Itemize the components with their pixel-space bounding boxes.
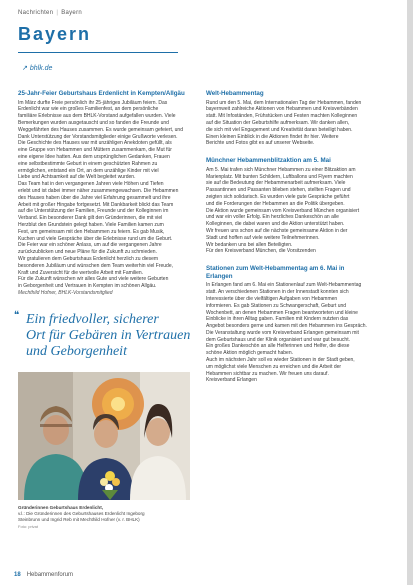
body-text-line: besonderen Jubiläum und wünschen dem Team weiterhin viel Freude, — [18, 262, 173, 269]
publication-name: Hebammenforum — [26, 572, 74, 578]
article-muenchen — [206, 157, 386, 255]
section-kicker — [18, 10, 82, 16]
body-text-line: Liebe und Achtsamkeit auf die Welt begleitet wurden. — [18, 174, 136, 181]
photo-caption — [18, 505, 196, 530]
body-text-line: Kraft und Zuversicht für die wertvolle Arbeit mit Familien. — [18, 269, 144, 276]
body-text-line: eine Gruppe von Hebammen und Müttern zusammenkam, die Mut für — [18, 147, 172, 154]
body-text-line: Angebot besonders gerne und kamen mit den Hebammen ins Gespräch. — [206, 323, 367, 330]
article-body — [18, 100, 192, 290]
kicker-subsection: Bayern — [61, 10, 82, 16]
body-text-line: Am 5. Mai trafen sich Münchner Hebammen zu einer Blitzaktion am — [206, 166, 356, 173]
quote-icon: ❝ — [14, 310, 20, 321]
body-text-line: Fest, um gemeinsam mit den Hebammen zu feiern. Es gab Musik, — [18, 228, 165, 235]
article-welt-hebammentag — [206, 90, 386, 147]
body-text-line: eine eigene Idee hatten. Aus dem ursprünglichen Gedanken, Frauen — [18, 153, 170, 160]
body-text-line: Arbeit mit großer Hingabe fortgesetzt. Mit Dankbarkeit blickt das Team — [18, 201, 174, 208]
body-text-line: Bemerkungen wurden ausgetauscht und so fanden die Freunde und — [18, 119, 169, 126]
kicker-separator: | — [56, 10, 59, 16]
website-link[interactable] — [22, 64, 52, 72]
body-text-line: Erdenlicht war wie ein großes Familienfest, an dem persönliche — [18, 106, 159, 113]
page-number: 18 — [14, 572, 21, 578]
body-text-line: zeigten sich solidarisch. Es wurden viele gute Gespräche geführt — [206, 193, 350, 200]
caption-line: v.l.: Die Gründerinnen des Geburtshauses Erdenlicht Ingeborg — [18, 511, 145, 517]
body-text-line: Wochenbett, an denen Hebammen Fragen beantworteten und kleine — [206, 309, 358, 316]
body-text-line: Kuchen und viele Gespräche über die Erlebnisse rund um die Geburt. — [18, 235, 173, 242]
body-text-line: Stadt und hoffen auf viele weitere Teilnehmerinnen. — [206, 234, 320, 241]
pull-quote — [14, 310, 196, 360]
body-text-line: Einblicke in ihren Alltag gaben. Familien mit Kindern nutzten das — [206, 316, 349, 323]
body-text-line: Berichte und Fotos gibt es auf unserer Webseite. — [206, 140, 315, 147]
article-left — [18, 90, 192, 297]
body-text-line: bayernweit zahlreiche Aktionen von Hebammen und Kreisverbänden — [206, 106, 358, 113]
caption-line: Steinbrunn und Ingrid Reb mit Mechthild Hofner (v. r. BHLK) — [18, 517, 140, 523]
body-text-line: auf die Situation der Geburtshilfe aufmerksam. Wir danken allen, — [206, 119, 350, 126]
page-edge — [407, 0, 413, 585]
body-text-line: erlebt und ist dabei immer näher zusammengewachsen. Die Hebammen — [18, 187, 179, 194]
body-text-line: Das Team hat in den vergangenen Jahren viele Höhen und Tiefen — [18, 181, 164, 188]
body-text-line: Marienplatz. Mit bunten Schildern, Luftballons und Flyern machten — [206, 173, 353, 180]
article-erlangen — [206, 265, 386, 384]
body-text-line: Für den Kreisverband München, die Vorsitzenden — [206, 248, 316, 255]
body-text-line: ermöglichen, entstand ein Ort, an dem unzählige Kinder mit viel — [18, 167, 159, 174]
body-text-line: Die Geschichte des Hauses war mit unzähligen Anekdoten gefüllt, als — [18, 140, 172, 147]
article-heading: 25-Jahr-Feier Geburtshaus Erdenlicht in Kempten/Allgäu — [18, 90, 185, 97]
body-text-line: die sich mit viel Engagement und Kreativität daran beteiligt haben. — [206, 126, 353, 133]
group-photo — [18, 372, 190, 500]
body-text-line: Für die Zukunft wünschen wir alles Gute und viele weitere Geburten — [18, 276, 169, 283]
body-text-line: dem Geburtshaus und der Klinik organisiert und war gut besucht. — [206, 336, 350, 343]
body-text-line: um möglichst viele Menschen zu erreichen und die Arbeit der — [206, 363, 342, 370]
article-signature: Mechthild Hofner, BHLK-Vorstandsmitglied — [18, 289, 113, 296]
article-body — [206, 100, 386, 148]
article-heading: Münchner Hebammenblitzaktion am 5. Mai — [206, 157, 331, 165]
page-title: Bayern — [18, 24, 92, 44]
body-text-line: zurückzublicken und neue Pläne für die Zukunft zu schmieden. — [18, 249, 157, 256]
body-text-line: Verband. Ein besonderer Dank gilt den Gründerinnen, die mit viel — [18, 215, 163, 222]
article-body — [206, 282, 386, 384]
page-footer — [14, 572, 73, 578]
article-heading: Stationen zum Welt-Hebammentag am 6. Mai in Erlangen — [206, 265, 345, 280]
body-text-line: Im März durfte Freie persönlich ihr 25-jähriges Jubiläum feiern. Das — [18, 99, 168, 106]
body-text-line: Herzblut den Grundstein gelegt haben. Viele Familien kamen zum — [18, 221, 164, 228]
pull-quote-line: Ort für Gebären in Vertrauen — [26, 328, 191, 343]
body-text-line: Rund um den 5. Mai, dem Internationalen Tag der Hebammen, fanden — [206, 99, 362, 106]
article-heading: Welt-Hebammentag — [206, 90, 264, 97]
body-text-line: und war ein voller Erfolg. Ein herzliches Dankeschön an alle — [206, 214, 339, 221]
caption-line: Gründerinnen Geburtshaus Erdenlicht, — [18, 505, 103, 510]
article-body — [206, 167, 386, 255]
body-text-line: Dank Unterstützung der Vorstandsmitglieder einige Grußworte verlesen. — [18, 133, 178, 140]
body-text-line: Die Veranstaltung wurde vom Kreisverband Erlangen gemeinsam mit — [206, 329, 359, 336]
body-text-line: Hebammen sichtbar zu machen. Wir freuen uns darauf. — [206, 370, 329, 377]
article-right-column — [206, 90, 386, 384]
body-text-line: Wir gratulieren dem Geburtshaus Erdenlicht herzlich zu diesem — [18, 255, 159, 262]
body-text-line: Die Feier war ein schöner Anlass, um auf die vergangenen Jahre — [18, 242, 162, 249]
body-text-line: auf die Unterstützung der Familien, Freunde und der Kolleginnen im — [18, 208, 169, 215]
photo-illustration — [18, 372, 190, 500]
pull-quote-line: und Geborgenheit — [26, 344, 127, 359]
website-link-label: bhlk.de — [29, 65, 53, 72]
body-text-line: statt. Mit Infoständen, Frühstücken und Festen machten Kolleginnen — [206, 113, 358, 120]
body-text-line: Auch im nächsten Jahr soll es wieder Stationen in der Stadt geben, — [206, 357, 355, 364]
body-text-line: familiäre Erlebnisse aus dem BHLK-Vorstand aufgefallen wurden. Viele — [18, 113, 176, 120]
arrow-link-icon: ↗ — [22, 65, 28, 72]
body-text-line: Die Aktion wurde gemeinsam vom Kreisverband München organisiert — [206, 207, 360, 214]
title-rule — [18, 52, 178, 53]
body-text-line: informieren. Es gab Stationen zu Schwangerschaft, Geburt und — [206, 302, 347, 309]
body-text-line: Wir bedanken uns bei allen Beteiligten. — [206, 241, 293, 248]
body-text-line: und die Forderungen der Hebammen an die Politik übergeben. — [206, 200, 345, 207]
body-text-line: Kreisverband Erlangen — [206, 377, 257, 384]
photo-credit: Foto: privat — [18, 523, 39, 529]
body-text-line: Ein großes Dankeschön an alle Helferinnen und Helfer, die diese — [206, 343, 350, 350]
body-text-line: sie auf die Bedeutung der Hebammenarbeit aufmerksam. Viele — [206, 180, 346, 187]
body-text-line: Einen kleinen Einblick in die Aktionen findet ihr hier. Weitere — [206, 133, 339, 140]
body-text-line: schöne Aktion möglich gemacht haben. — [206, 350, 293, 357]
body-text-line: in Geborgenheit und Vertrauen in Kempten im schönen Allgäu. — [18, 283, 157, 290]
pull-quote-line: Ein friedvoller, sicherer — [26, 312, 159, 327]
body-text-line: Weggefährten des Hauses zusammen. Es wurde gemeinsam gefeiert, und — [18, 126, 183, 133]
body-text-line: In Erlangen fand am 6. Mai ein Stationenlauf zum Welt-Hebammentag — [206, 282, 362, 289]
body-text-line: Passantinnen und Passanten blieben stehen, stellten Fragen und — [206, 187, 351, 194]
body-text-line: Kolleginnen, die dabei waren und die Aktion unterstützt haben. — [206, 221, 345, 228]
body-text-line: Interessierte über die vielfältigen Aufgaben von Hebammen — [206, 295, 338, 302]
body-text-line: statt. An verschiedenen Stationen in der Innenstadt konnten sich — [206, 289, 349, 296]
body-text-line: eine selbstbestimmte Geburt in einem geschützten Rahmen zu — [18, 160, 158, 167]
body-text-line: Wir freuen uns schon auf die nächste gemeinsame Aktion in der — [206, 227, 348, 234]
kicker-section: Nachrichten — [18, 10, 54, 16]
body-text-line: des Hauses haben über die Jahre viel Erfahrung gesammelt und ihre — [18, 194, 171, 201]
